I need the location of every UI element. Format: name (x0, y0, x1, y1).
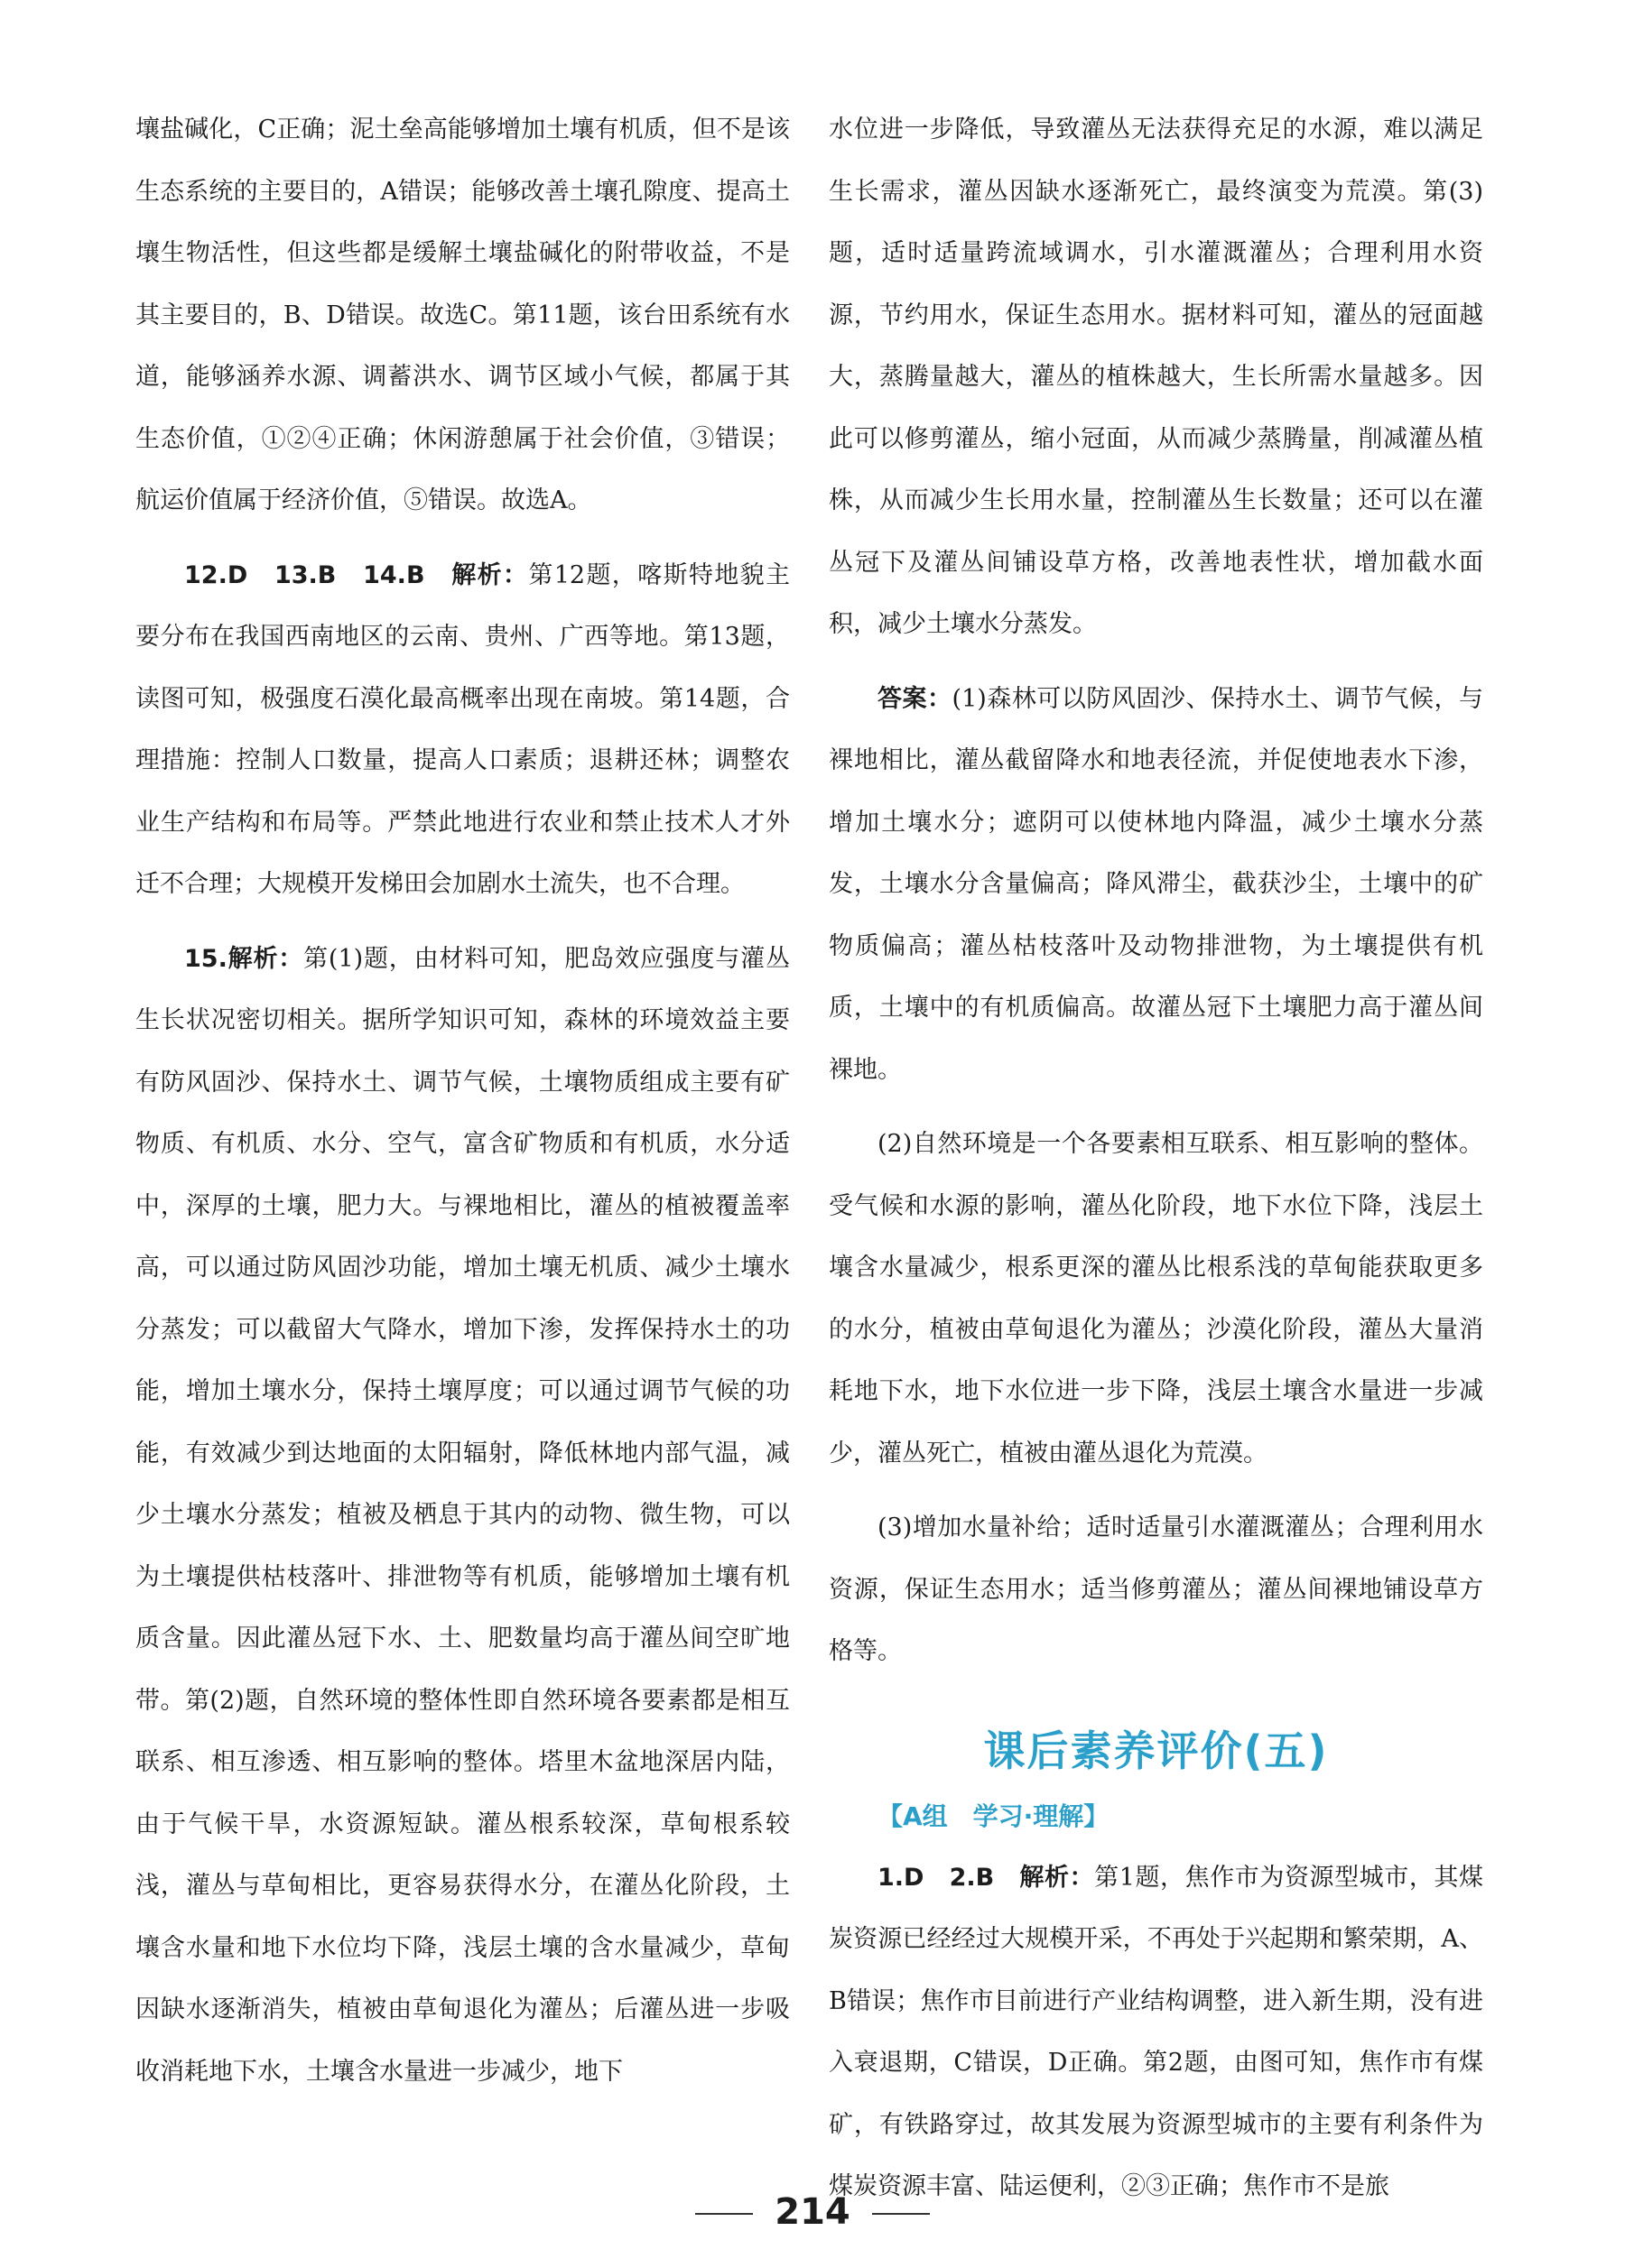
right-column (829, 99, 1483, 2231)
footer-dash-left (695, 2213, 753, 2215)
answer-paragraph: 1.D 2.B 解析：第1题，焦作市为资源型城市，其煤炭资源已经经过大规模开采，不再处于兴起期和繁荣期，A、B错误；焦作市目前进行产业结构调整，进入新生期，没有进入衰退期，C错误，D正确。第2题，由图可知，焦作市有煤矿，有铁路穿过，故其发展为资源型城市的主要有利条件为煤炭资源丰富、陆运便利，②③正确；焦作市不是旅 (829, 1863, 1483, 2200)
answer-label: 答案： (878, 684, 952, 713)
answer-paragraph: (3)增加水量补给；适时适量引水灌溉灌丛；合理利用水资源，保证生态用水；适当修剪灌丛；灌丛间裸地铺设草方格等。 (829, 1514, 1483, 1665)
footer-dash-right (872, 2213, 930, 2215)
answer-key: 15.解析： (184, 944, 304, 973)
paragraph: 壤盐碱化，C正确；泥土垒高能够增加土壤有机质，但不是该生态系统的主要目的，A错误；能够改善土壤孔隙度、提高土壤生物活性，但这些都是缓解土壤盐碱化的附带收益，不是其主要目的，B、D错误。故选C。第11题，该台田系统有水道，能够涵养水源、调蓄洪水、调节区域小气候，都属于其生态价值，①②④正确；休闲游憩属于社会价值，③错误；航运价值属于经济价值，⑤错误。故选A。 (135, 116, 790, 514)
page-footer (0, 2191, 1625, 2233)
answer-key: 1.D 2.B 解析： (878, 1863, 1095, 1892)
answer-paragraph: 15.解析：第(1)题，由材料可知，肥岛效应强度与灌丛生长状况密切相关。据所学知识可知，森林的环境效益主要有防风固沙、保持水土、调节气候，土壤物质组成主要有矿物质、有机质、水分、空气，富含矿物质和有机质，水分适中，深厚的土壤，肥力大。与裸地相比，灌丛的植被覆盖率高，可以通过防风固沙功能，增加土壤无机质、减少土壤水分蒸发；可以截留大气降水，增加下渗，发挥保持水土的功能，增加土壤水分，保持土壤厚度；可以通过调节气候的功能，有效减少到达地面的太阳辐射，降低林地内部气温，减少土壤水分蒸发；植被及栖息于其内的动物、微生物，可以为土壤提供枯枝落叶、排泄物等有机质，能够增加土壤有机质含量。因此灌丛冠下水、土、肥数量均高于灌丛间空旷地带。第(2)题，自然环境的整体性即自然环境各要素都是相互联系、相互渗透、相互影响的整体。塔里木盆地深居内陆，由于气候干旱，水资源短缺。灌丛根系较深，草甸根系较浅，灌丛与草甸相比，更容易获得水分，在灌丛化阶段，土壤含水量和地下水位均下降，浅层土壤的含水量减少，草甸因缺水逐渐消失，植被由草甸退化为灌丛；后灌丛进一步吸收消耗地下水，土壤含水量进一步减少，地下 (135, 944, 790, 2086)
left-column (135, 99, 790, 2115)
group-label: 【A组 学习·理解】 (878, 1801, 1110, 1831)
answer-paragraph: 答案：(1)森林可以防风固沙、保持水土、调节气候，与裸地相比，灌丛截留降水和地表径流，并促使地表水下渗，增加土壤水分；遮阴可以使林地内降温，减少土壤水分蒸发，土壤水分含量偏高；降风滞尘，截获沙尘，土壤中的矿物质偏高；灌丛枯枝落叶及动物排泄物，为土壤提供有机质，土壤中的有机质偏高。故灌丛冠下土壤肥力高于灌丛间裸地。 (829, 684, 1484, 1084)
paragraph: 水位进一步降低，导致灌丛无法获得充足的水源，难以满足生长需求，灌丛因缺水逐渐死亡，最终演变为荒漠。第(3)题，适时适量跨流域调水，引水灌溉灌丛；合理利用水资源，节约用水，保证生态用水。据材料可知，灌丛的冠面越大，蒸腾量越大，灌丛的植株越大，生长所需水量越多。因此可以修剪灌丛，缩小冠面，从而减少蒸腾量，削减灌丛植株，从而减少生长用水量，控制灌丛生长数量；还可以在灌丛冠下及灌丛间铺设草方格，改善地表性状，增加截水面积，减少土壤水分蒸发。 (829, 116, 1483, 638)
answer-paragraph: 12.D 13.B 14.B 解析：第12题，喀斯特地貌主要分布在我国西南地区的云南、贵州、广西等地。第13题，读图可知，极强度石漠化最高概率出现在南坡。第14题，合理措施：控制人口数量，提高人口素质；退耕还林；调整农业生产结构和布局等。严禁此地进行农业和禁止技术人才外迁不合理；大规模开发梯田会加剧水土流失，也不合理。 (135, 560, 791, 898)
page-number: 214 (775, 2191, 850, 2233)
answer-key: 12.D 13.B 14.B 解析： (184, 560, 529, 589)
answer-paragraph: (2)自然环境是一个各要素相互联系、相互影响的整体。受气候和水源的影响，灌丛化阶段，地下水位下降，浅层土壤含水量减少，根系更深的灌丛比根系浅的草甸能获取更多的水分，植被由草甸退化为灌丛；沙漠化阶段，灌丛大量消耗地下水，地下水位进一步下降，浅层土壤含水量进一步减少，灌丛死亡，植被由灌丛退化为荒漠。 (829, 1130, 1483, 1467)
section-title: 课后素养评价(五) (983, 1726, 1329, 1775)
